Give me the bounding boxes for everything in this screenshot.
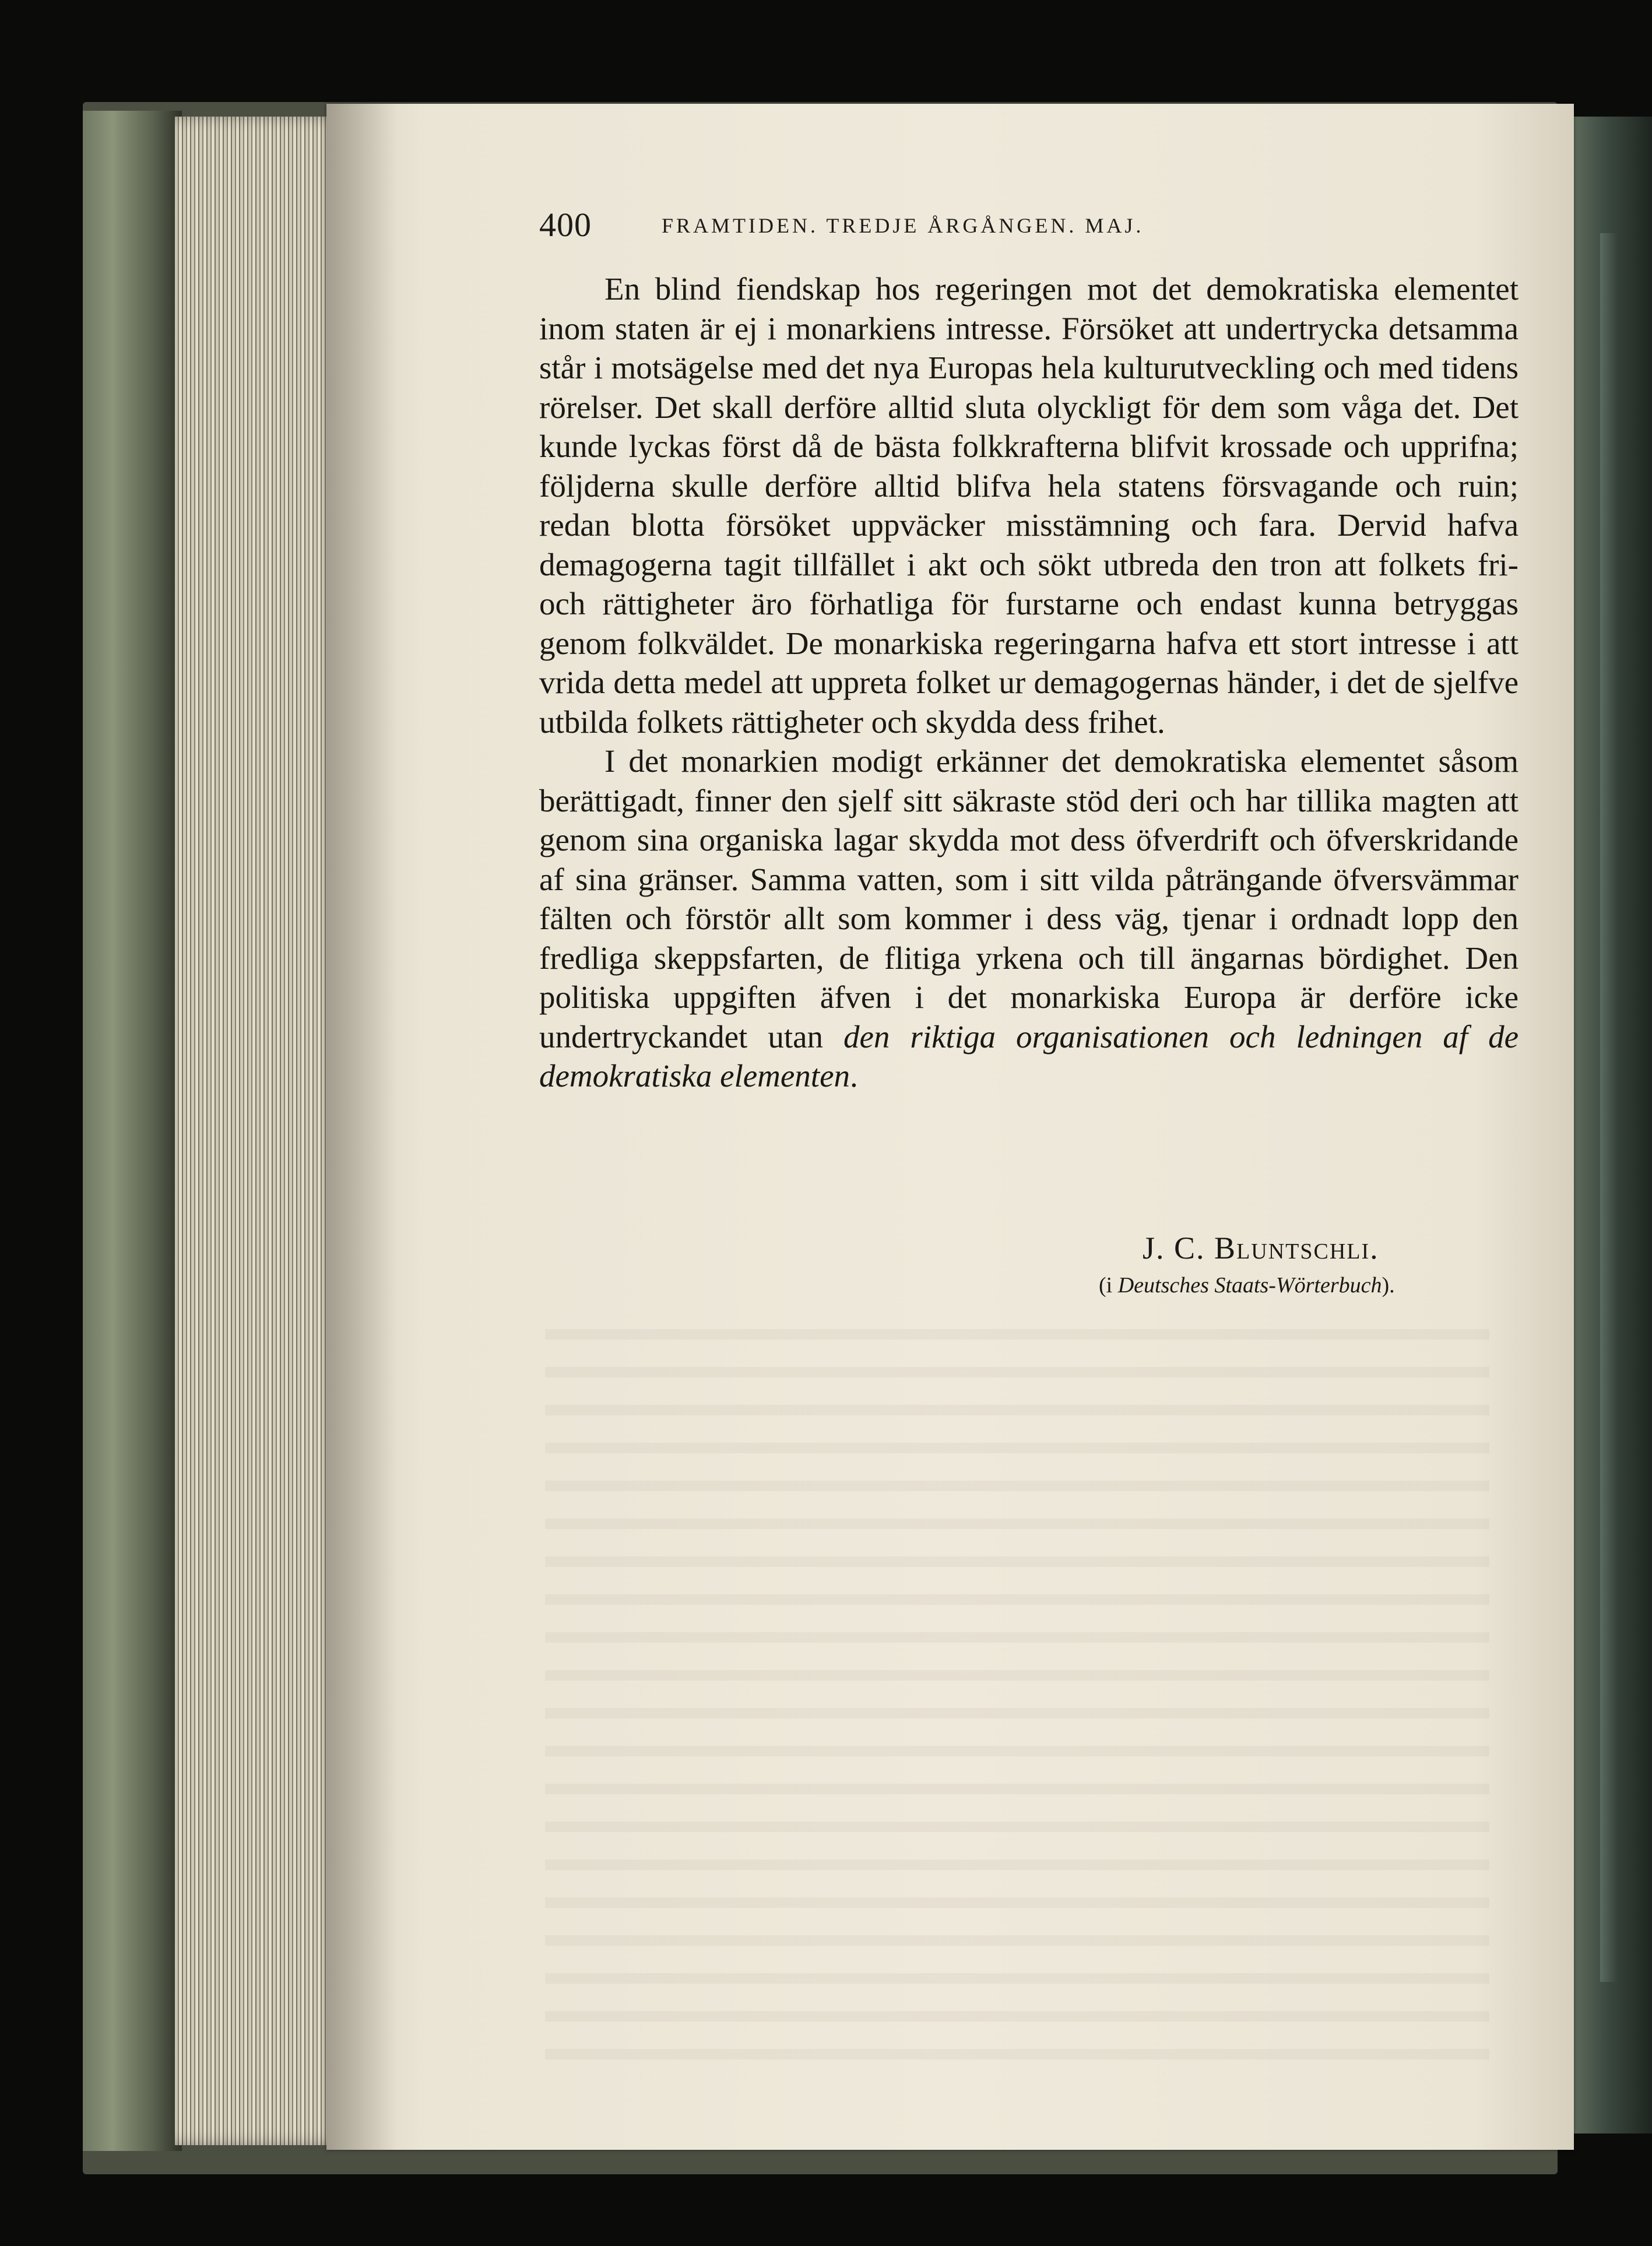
gutter-shadow	[326, 104, 396, 2150]
paragraph-1	[539, 269, 1519, 741]
paragraph-2-text: I det monarkien modigt erkänner det demokratiska elementet såsom berättigadt, finner den sjelf sitt säkraste stöd deri och har tillika magten att genom sina organiska lagar skydda mot dess öfverdrift och öfverskridande af sina gränser. Samma vatten, som i sitt vilda påträngande öfversvämmar fälten och förstör allt som kommer i dess väg, tjenar i ordnadt lopp den fredliga skeppsfarten, de flitiga yrkena och till ängarnas bördighet. Den politiska uppgiften äfven i det monarkiska Europa är derföre icke undertryckandet utan	[539, 743, 1519, 1055]
paragraph-1-text: En blind fiendskap hos regeringen mot det demokratiska elementet inom staten är ej i monarkiens intresse. Försöket att undertrycka detsamma står i motsägelse med det nya Europas hela kulturutveckling och med tidens rörelser. Det skall derföre alltid sluta olyckligt för dem som våga det. Det kunde lyckas först då de bästa folkkrafterna blifvit krossade och upprifna; följderna skulle derföre alltid blifva hela statens försvagande och ruin; redan blotta försöket uppväcker misstämning och fara. Dervid hafva demagogerna tagit tillfället i akt och sökt utbreda den tron att folkets fri- och rättigheter äro förhatliga för furstarne och endast kunna betryggas genom folkväldet. De monarkiska regeringarna hafva ett stort intresse i att vrida detta medel att uppreta folket ur demagogernas händer, i det de sjelfve utbilda folkets rättigheter och skydda dess frihet.	[539, 271, 1519, 740]
page-stack-edge	[175, 117, 350, 2145]
page-header	[539, 205, 1516, 252]
page-number: 400	[539, 206, 592, 244]
source-title: Deutsches Staats-Wörterbuch	[1117, 1273, 1382, 1298]
paragraph-2-end: .	[850, 1058, 858, 1094]
paragraph-2	[539, 741, 1519, 1096]
running-head: FRAMTIDEN. TREDJE ÅRGÅNGEN. MAJ.	[662, 214, 1144, 237]
spine-highlight	[1600, 233, 1618, 1982]
article-body	[539, 269, 1519, 1096]
author-signature	[1143, 1230, 1379, 1266]
author-name: Bluntschli	[1214, 1231, 1370, 1266]
source-open: (i	[1099, 1273, 1118, 1298]
book-cover-edge	[83, 111, 182, 2151]
bleed-through-texture	[545, 1312, 1489, 2069]
source-close: ).	[1382, 1273, 1395, 1298]
author-initials: J. C.	[1143, 1231, 1215, 1266]
paragraph-2-emphasis: den riktiga organisationen och ledningen af de demokratiska elementen	[539, 1018, 1519, 1094]
source-citation	[1099, 1273, 1395, 1298]
author-name-end: .	[1370, 1231, 1379, 1266]
